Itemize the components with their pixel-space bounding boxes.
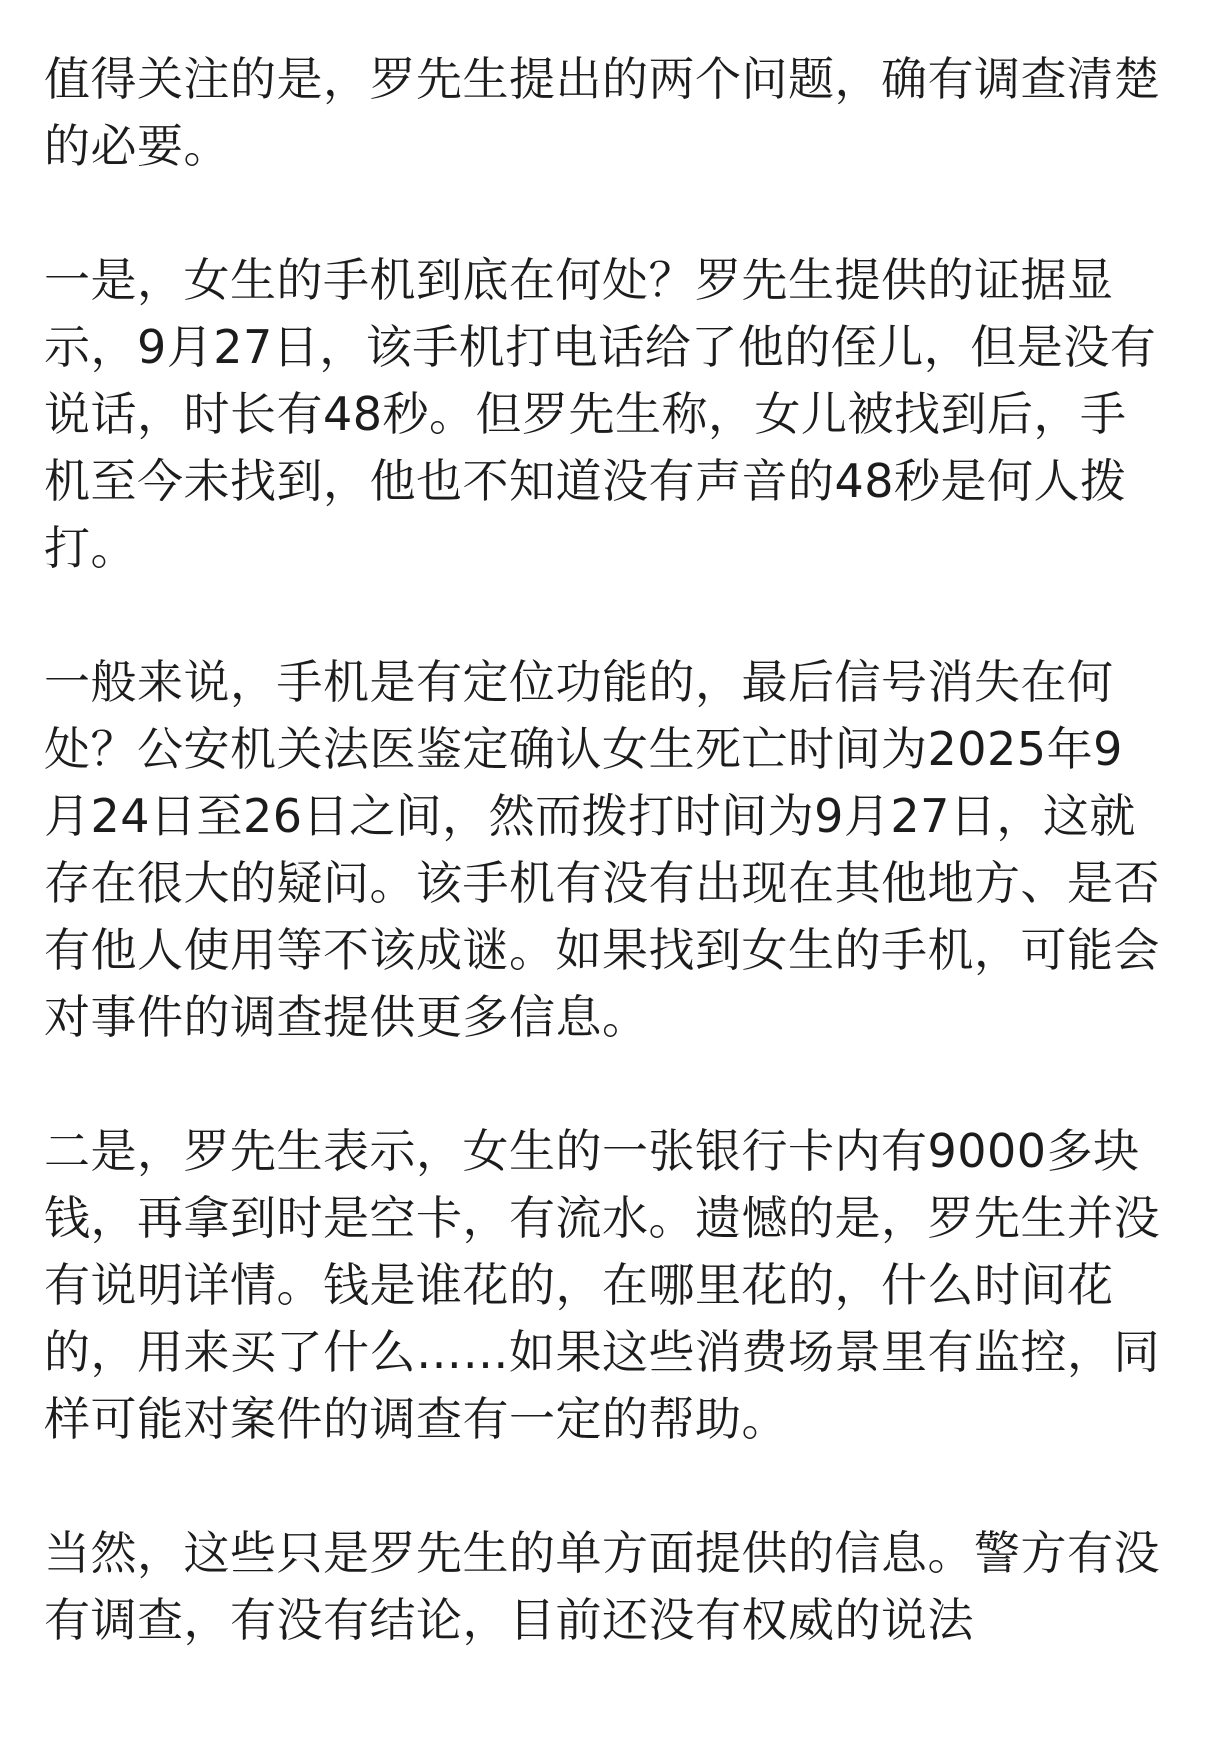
paragraph-1: 值得关注的是，罗先生提出的两个问题，确有调查清楚的必要。	[44, 52, 1160, 173]
paragraph-3: 一般来说，手机是有定位功能的，最后信号消失在何处？公安机关法医鉴定确认女生死亡时间为2025年9月24日至26日之间，然而拨打时间为9月27日，这就存在很大的疑问。该手机有没有出现在其他地方、是否有他人使用等不该成谜。如果找到女生的手机，可能会对事件的调查提供更多信息。	[44, 655, 1160, 1044]
paragraph-2: 一是，女生的手机到底在何处？罗先生提供的证据显示，9月27日，该手机打电话给了他的侄儿，但是没有说话，时长有48秒。但罗先生称，女儿被找到后，手机至今未找到，他也不知道没有声音的48秒是何人拨打。	[44, 253, 1157, 575]
bottom-fade-overlay	[0, 1680, 1206, 1750]
paragraph-4: 二是，罗先生表示，女生的一张银行卡内有9000多块钱，再拿到时是空卡，有流水。遗憾的是，罗先生并没有说明详情。钱是谁花的，在哪里花的，什么时间花的，用来买了什么……如果这些消费场景里有监控，同样可能对案件的调查有一定的帮助。	[44, 1124, 1160, 1446]
article-body	[44, 46, 1164, 1654]
paragraph-5: 当然，这些只是罗先生的单方面提供的信息。警方有没有调查，有没有结论，目前还没有权威的说法	[44, 1526, 1160, 1647]
